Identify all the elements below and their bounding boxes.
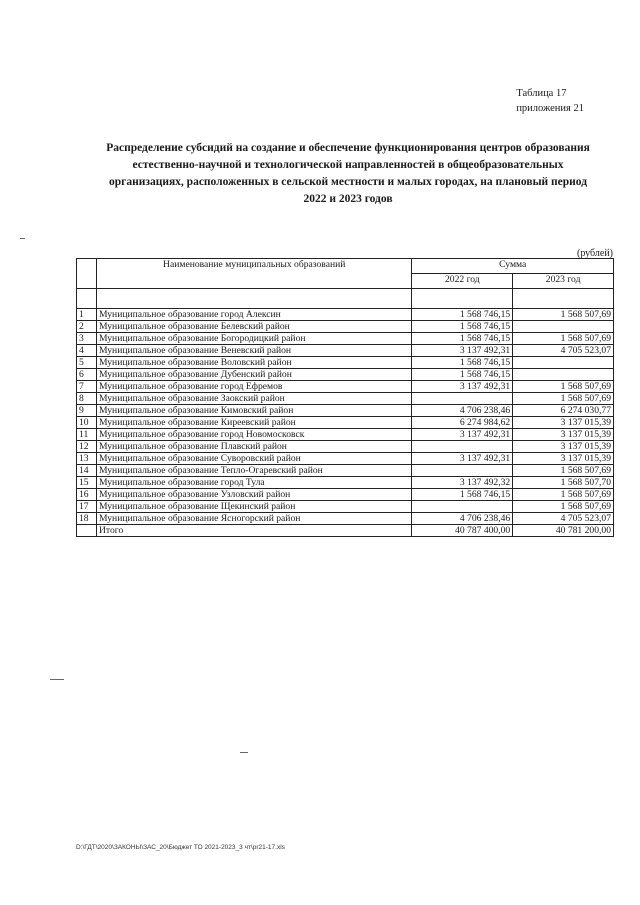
row-value-2023: 1 568 507,69: [513, 309, 614, 321]
row-value-2023: 6 274 030,77: [513, 405, 614, 417]
table-spacer-row: [77, 289, 614, 309]
row-name: Муниципальное образование Богородицкий район: [96, 333, 411, 345]
row-value-2023: 1 568 507,69: [513, 489, 614, 501]
row-number: 17: [77, 501, 97, 513]
spacer-cell: [513, 289, 614, 309]
row-value-2022: [412, 441, 513, 453]
table-row: [77, 309, 614, 321]
units-label: (рублей): [576, 248, 613, 259]
row-number: 9: [77, 405, 97, 417]
row-number: 5: [77, 357, 97, 369]
row-value-2023: 1 568 507,70: [513, 477, 614, 489]
table-row: [77, 357, 614, 369]
spacer-cell: [96, 289, 411, 309]
row-value-2023: [513, 369, 614, 381]
row-value-2023: 1 568 507,69: [513, 465, 614, 477]
table-row: [77, 465, 614, 477]
table-row: [77, 477, 614, 489]
row-name: Муниципальное образование город Тула: [96, 477, 411, 489]
row-number: 6: [77, 369, 97, 381]
table-row: [77, 501, 614, 513]
row-number: 12: [77, 441, 97, 453]
row-value-2022: [412, 501, 513, 513]
spacer-cell: [77, 289, 97, 309]
row-number: 7: [77, 381, 97, 393]
row-value-2023: 3 137 015,39: [513, 417, 614, 429]
table-row: [77, 345, 614, 357]
title-line-1: Распределение субсидий на создание и обеспечение функционирования центров образования: [106, 142, 590, 154]
row-name: Муниципальное образование Заокский район: [96, 393, 411, 405]
row-name: Муниципальное образование Веневский район: [96, 345, 411, 357]
spacer-cell: [412, 289, 513, 309]
header-number-cell: [77, 259, 97, 289]
row-number: 10: [77, 417, 97, 429]
row-value-2022: 3 137 492,31: [412, 429, 513, 441]
row-number: 3: [77, 333, 97, 345]
row-number: 16: [77, 489, 97, 501]
caption-table-number: Таблица 17: [516, 88, 567, 99]
row-value-2023: 3 137 015,39: [513, 441, 614, 453]
table-row: [77, 429, 614, 441]
row-name: Муниципальное образование Киреевский район: [96, 417, 411, 429]
scan-speck: [50, 679, 64, 680]
table-row: [77, 333, 614, 345]
row-value-2023: 4 705 523,07: [513, 345, 614, 357]
title-line-2: естественно-научной и технологической направленностей в общеобразовательных: [132, 159, 564, 171]
row-name: Муниципальное образование город Новомосковск: [96, 429, 411, 441]
table-row: [77, 417, 614, 429]
row-name: Муниципальное образование Суворовский район: [96, 453, 411, 465]
header-year-2022: 2022 год: [412, 274, 513, 289]
header-name-cell: Наименование муниципальных образований: [96, 259, 411, 289]
row-value-2022: 4 706 238,46: [412, 405, 513, 417]
row-value-2023: 1 568 507,69: [513, 333, 614, 345]
row-name: Муниципальное образование Дубенский район: [96, 369, 411, 381]
row-value-2022: [412, 393, 513, 405]
row-name: Муниципальное образование Воловский район: [96, 357, 411, 369]
row-value-2023: [513, 321, 614, 333]
row-value-2023: 1 568 507,69: [513, 393, 614, 405]
row-value-2022: 1 568 746,15: [412, 369, 513, 381]
row-value-2022: 6 274 984,62: [412, 417, 513, 429]
row-number: 11: [77, 429, 97, 441]
row-value-2022: 3 137 492,31: [412, 453, 513, 465]
row-name: Муниципальное образование Щекинский район: [96, 501, 411, 513]
total-number-cell: [77, 525, 97, 537]
file-path-footer: D:\ГДТ\2020\ЗАКОНЫ\ЗАС_20\Бюджет ТО 2021-2023_3 чт\pr21-17.xls: [76, 844, 285, 851]
row-name: Муниципальное образование город Алексин: [96, 309, 411, 321]
header-year-2023: 2023 год: [513, 274, 614, 289]
row-value-2023: 1 568 507,69: [513, 501, 614, 513]
row-number: 15: [77, 477, 97, 489]
row-value-2023: 1 568 507,69: [513, 381, 614, 393]
row-value-2022: 1 568 746,15: [412, 489, 513, 501]
row-name: Муниципальное образование город Ефремов: [96, 381, 411, 393]
row-value-2022: 1 568 746,15: [412, 333, 513, 345]
subsidy-table: [76, 258, 614, 537]
row-value-2022: 1 568 746,15: [412, 357, 513, 369]
table-row: [77, 369, 614, 381]
total-value-2022: 40 787 400,00: [412, 525, 513, 537]
table-row: [77, 321, 614, 333]
scan-speck: [20, 238, 25, 239]
row-value-2022: 3 137 492,32: [412, 477, 513, 489]
title-line-4: 2022 и 2023 годов: [303, 193, 393, 205]
row-name: Муниципальное образование Кимовский район: [96, 405, 411, 417]
row-name: Муниципальное образование Узловский район: [96, 489, 411, 501]
table-row: [77, 381, 614, 393]
row-number: 13: [77, 453, 97, 465]
row-value-2023: 4 705 523,07: [513, 513, 614, 525]
document-title: [70, 140, 626, 208]
scan-speck: [240, 752, 248, 753]
row-value-2023: [513, 357, 614, 369]
row-value-2023: 3 137 015,39: [513, 453, 614, 465]
row-number: 1: [77, 309, 97, 321]
total-value-2023: 40 781 200,00: [513, 525, 614, 537]
row-name: Муниципальное образование Тепло-Огаревский район: [96, 465, 411, 477]
row-value-2022: 1 568 746,15: [412, 309, 513, 321]
table-header-row-1: [77, 259, 614, 274]
row-value-2022: 3 137 492,31: [412, 381, 513, 393]
row-number: 4: [77, 345, 97, 357]
table-caption: [516, 86, 584, 116]
table-row: [77, 489, 614, 501]
total-label: Итого: [96, 525, 411, 537]
table-row: [77, 405, 614, 417]
caption-appendix: приложения 21: [516, 103, 584, 114]
row-value-2023: 3 137 015,39: [513, 429, 614, 441]
table-row: [77, 453, 614, 465]
header-sum-cell: Сумма: [412, 259, 614, 274]
row-name: Муниципальное образование Плавский район: [96, 441, 411, 453]
row-value-2022: 1 568 746,15: [412, 321, 513, 333]
row-number: 8: [77, 393, 97, 405]
row-number: 18: [77, 513, 97, 525]
row-number: 14: [77, 465, 97, 477]
row-number: 2: [77, 321, 97, 333]
row-value-2022: 3 137 492,31: [412, 345, 513, 357]
table-row: [77, 441, 614, 453]
table-total-row: [77, 525, 614, 537]
row-name: Муниципальное образование Ясногорский район: [96, 513, 411, 525]
table-row: [77, 393, 614, 405]
row-value-2022: 4 706 238,46: [412, 513, 513, 525]
row-name: Муниципальное образование Белевский район: [96, 321, 411, 333]
title-line-3: организациях, расположенных в сельской местности и малых городах, на плановый период: [108, 176, 588, 188]
table-row: [77, 513, 614, 525]
row-value-2022: [412, 465, 513, 477]
